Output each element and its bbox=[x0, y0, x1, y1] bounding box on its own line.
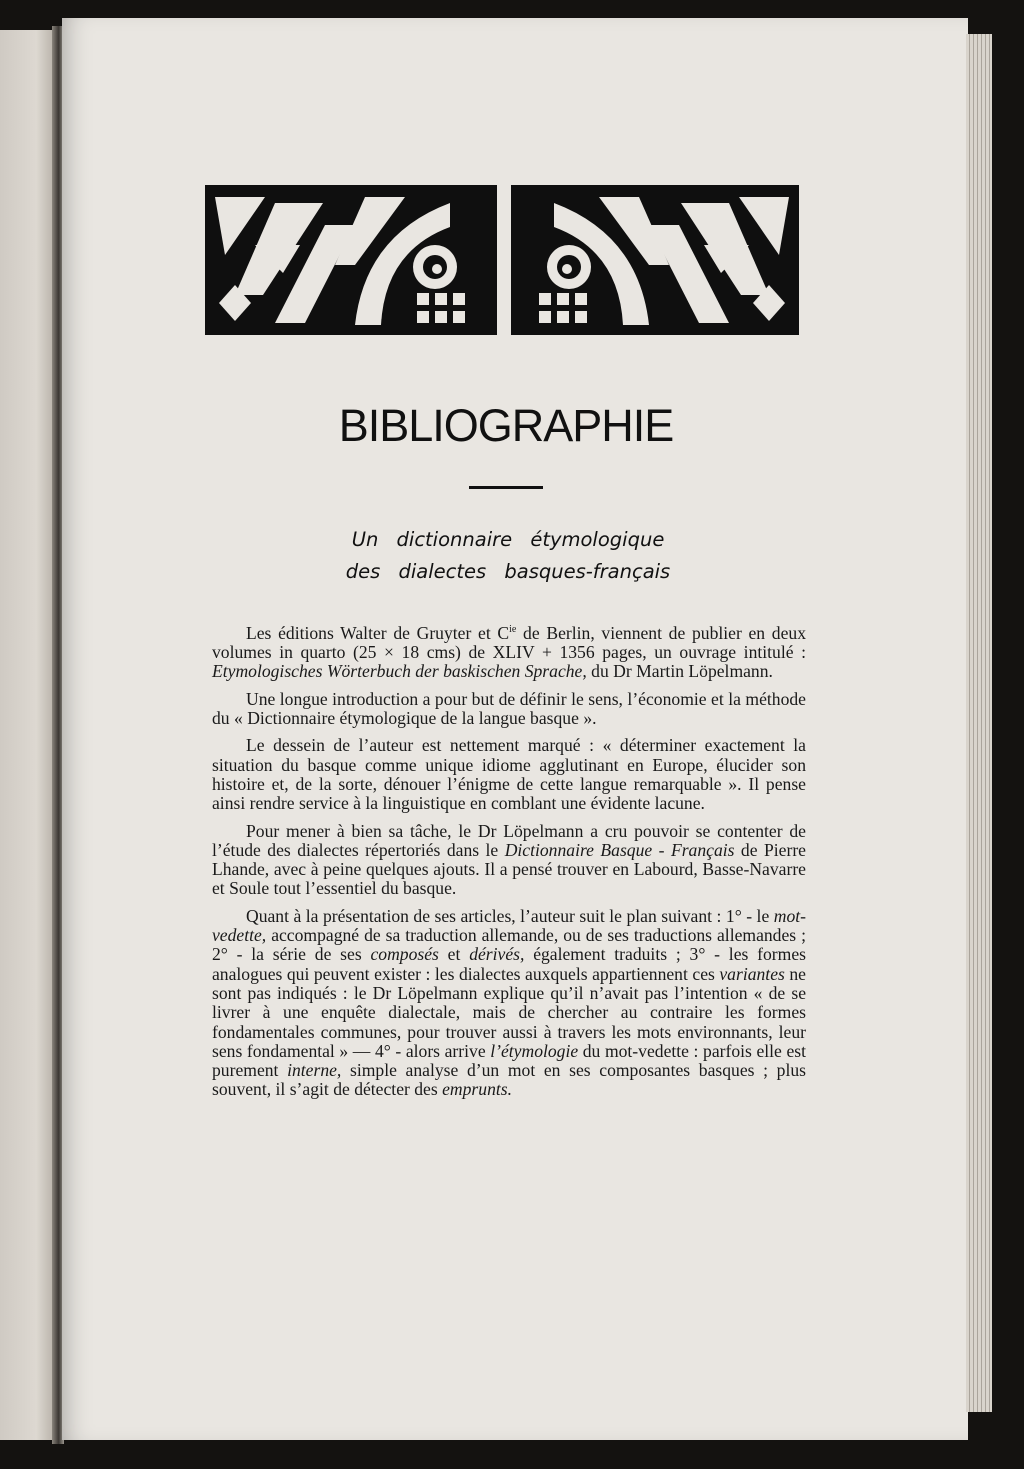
text-run: Le dessein de l’auteur est nettement marqué : « déterminer exactement la situation du basque comme unique idiome agglutinant en Europe, élucider son histoire et, de la sorte, dénouer l’énigme de cette langue remarquable ». Il pense ainsi rendre service à la linguistique en comblant une évidente lacune. bbox=[212, 735, 806, 814]
body-paragraph bbox=[212, 736, 806, 813]
text-run: du mot-vedette : parfois elle est purement bbox=[212, 1040, 806, 1081]
page-title: BIBLIOGRAPHIE bbox=[338, 400, 674, 451]
body-paragraph bbox=[212, 822, 806, 899]
text-run: Quant à la présentation de ses articles, l’auteur suit le plan suivant : 1° - le bbox=[246, 905, 774, 926]
italic-term: composés bbox=[370, 944, 439, 965]
italic-term: mot-vedette, bbox=[212, 905, 806, 946]
italic-term: Etymologisches Wörterbuch der baskischen Sprache, bbox=[212, 661, 587, 682]
title-rule bbox=[469, 486, 543, 489]
italic-term: variantes bbox=[719, 963, 785, 984]
body-paragraph bbox=[212, 907, 806, 1100]
subtitle-line-2: des dialectes basques-français bbox=[345, 560, 671, 583]
body-paragraph bbox=[212, 690, 806, 729]
italic-term: emprunts. bbox=[442, 1079, 513, 1100]
text-run: accompagné de sa traduction allemande, ou de ses traductions allemandes ; 2° - la série de ses bbox=[212, 925, 806, 965]
article-body bbox=[212, 620, 806, 1108]
text-run: de Pierre Lhande, avec à peine quelques ajouts. Il a pensé trouver en Labourd, Basse-Navarre et Soule tout l’essentiel du basque. bbox=[212, 839, 806, 899]
text-run: du Dr Martin Löpelmann. bbox=[586, 661, 773, 682]
body-paragraph bbox=[212, 620, 806, 682]
ornamental-header-band bbox=[205, 185, 799, 335]
subtitle-line-1: Un dictionnaire étymologique bbox=[351, 528, 665, 551]
article-subtitle bbox=[212, 524, 804, 588]
left-page-edge bbox=[0, 30, 52, 1440]
page-stack-edge bbox=[966, 34, 992, 1412]
italic-term: l’étymologie bbox=[490, 1040, 579, 1061]
text-run: Une longue introduction a pour but de définir le sens, l’économie et la méthode du « Dictionnaire étymologique de la langue basque ». bbox=[212, 688, 806, 729]
italic-term: Dictionnaire Basque - Français bbox=[504, 839, 735, 860]
text-run: ne sont pas indiqués : le Dr Löpelmann explique qu’il n’avait pas l’intention « de se livrer à une enquête dialectale, mais de chercher au contraire les formes fondamentales communes, pour trouver aussi à travers les mots environnants, leur sens fondamental » — 4° - alors arrive bbox=[212, 963, 806, 1061]
text-run: et bbox=[438, 944, 470, 965]
text-run: Les éditions Walter de Gruyter et C bbox=[246, 622, 510, 643]
italic-term: interne, bbox=[287, 1060, 342, 1081]
superscript: ie bbox=[509, 624, 517, 635]
italic-term: dérivés, bbox=[469, 944, 525, 965]
text-run: de Berlin, viennent de publier en deux volumes in quarto (25 × 18 cms) de XLIV + 1356 pages, un ouvrage intitulé : bbox=[212, 622, 806, 663]
text-run: également traduits ; 3° - les formes analogues qui peuvent exister : les dialectes auxquels appartiennent ces bbox=[212, 944, 806, 984]
text-run: Pour mener à bien sa tâche, le Dr Löpelmann a cru pouvoir se contenter de l’étude des dialectes répertoriés dans le bbox=[212, 820, 806, 860]
text-run: simple analyse d’un mot en ses composantes basques ; plus souvent, il s’agit de détecter des bbox=[212, 1060, 806, 1100]
